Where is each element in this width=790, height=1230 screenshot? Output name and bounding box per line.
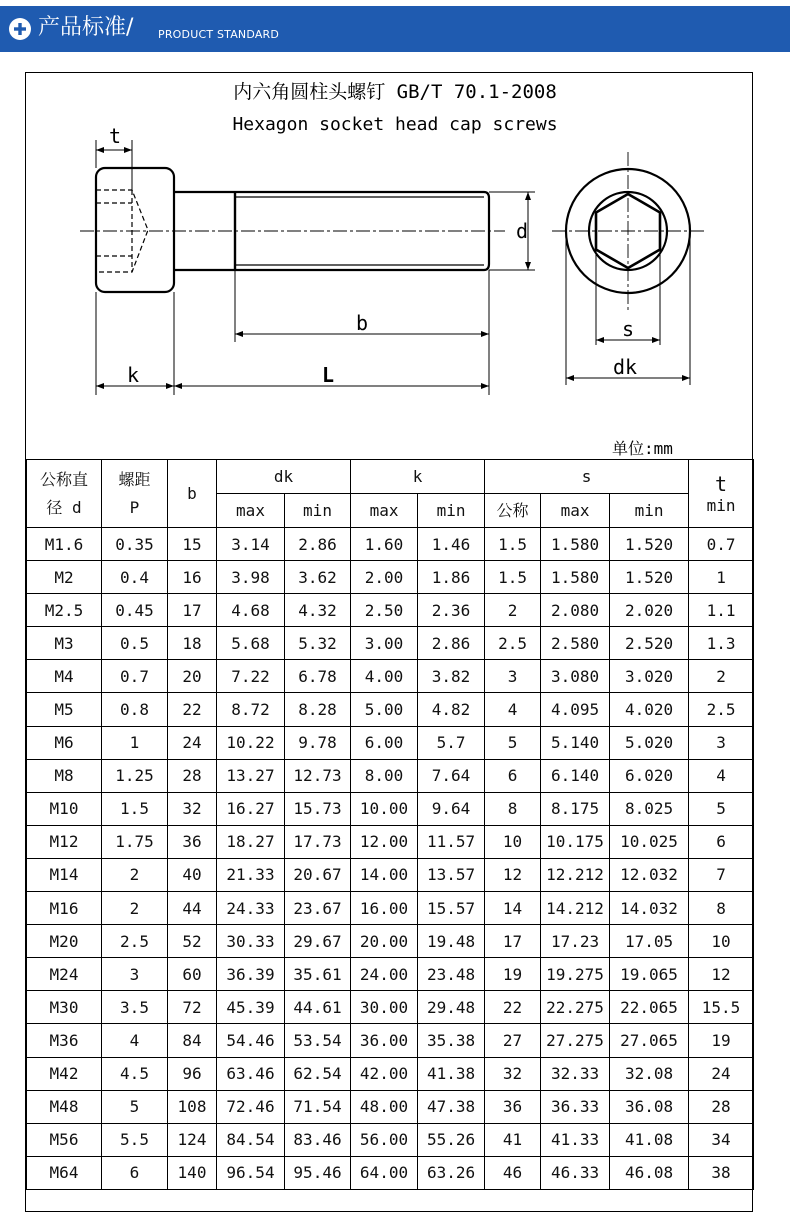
table-cell: 5.7 xyxy=(418,726,485,759)
table-cell: 14.00 xyxy=(351,858,418,891)
table-cell: 45.39 xyxy=(217,991,285,1024)
header-k: k xyxy=(351,460,485,494)
table-cell: 1.580 xyxy=(541,528,610,561)
table-cell: 5.68 xyxy=(217,627,285,660)
table-cell: 7.64 xyxy=(418,759,485,792)
table-row xyxy=(27,858,754,891)
table-cell: 83.46 xyxy=(285,1123,351,1156)
table-cell: 36.08 xyxy=(610,1090,689,1123)
drawing-title-cn: 内六角圆柱头螺钉 GB/T 70.1-2008 xyxy=(233,81,557,103)
table-cell: 4 xyxy=(102,1024,168,1057)
table-cell: 24.33 xyxy=(217,892,285,925)
table-cell: 10.175 xyxy=(541,825,610,858)
table-cell: 96.54 xyxy=(217,1156,285,1189)
table-cell: M2 xyxy=(27,561,102,594)
spec-table xyxy=(26,459,754,1190)
header-k-min: min xyxy=(418,494,485,528)
table-cell: 36.33 xyxy=(541,1090,610,1123)
header-nominal-diameter: 公称直 径 d xyxy=(27,460,102,528)
table-cell: 29.67 xyxy=(285,925,351,958)
table-cell: 4.82 xyxy=(418,693,485,726)
table-cell: M64 xyxy=(27,1156,102,1189)
table-cell: 19.065 xyxy=(610,958,689,991)
table-cell: 4.095 xyxy=(541,693,610,726)
table-cell: 124 xyxy=(168,1123,217,1156)
table-cell: 23.48 xyxy=(418,958,485,991)
table-cell: 2.36 xyxy=(418,594,485,627)
table-cell: 42.00 xyxy=(351,1057,418,1090)
table-cell: 1.75 xyxy=(102,825,168,858)
table-cell: M48 xyxy=(27,1090,102,1123)
table-cell: 27.275 xyxy=(541,1024,610,1057)
table-row xyxy=(27,825,754,858)
table-cell: 2 xyxy=(102,892,168,925)
table-cell: 2.080 xyxy=(541,594,610,627)
table-cell: 28 xyxy=(689,1090,754,1123)
table-cell: 7.22 xyxy=(217,660,285,693)
table-cell: 17.73 xyxy=(285,825,351,858)
table-cell: 1.86 xyxy=(418,561,485,594)
table-cell: 16.00 xyxy=(351,892,418,925)
table-cell: 27 xyxy=(485,1024,541,1057)
table-cell: 9.64 xyxy=(418,792,485,825)
table-cell: 3 xyxy=(102,958,168,991)
table-cell: 3.5 xyxy=(102,991,168,1024)
table-cell: 64.00 xyxy=(351,1156,418,1189)
header-s-max: max xyxy=(541,494,610,528)
table-cell: 11.57 xyxy=(418,825,485,858)
table-cell: 2.50 xyxy=(351,594,418,627)
table-cell: 2.020 xyxy=(610,594,689,627)
table-cell: 8.28 xyxy=(285,693,351,726)
table-row xyxy=(27,1024,754,1057)
table-cell: 12 xyxy=(485,858,541,891)
header-s-min: min xyxy=(610,494,689,528)
table-cell: M56 xyxy=(27,1123,102,1156)
table-cell: 46 xyxy=(485,1156,541,1189)
table-cell: 72.46 xyxy=(217,1090,285,1123)
table-row xyxy=(27,627,754,660)
table-cell: 6.140 xyxy=(541,759,610,792)
table-cell: 8 xyxy=(485,792,541,825)
table-cell: M42 xyxy=(27,1057,102,1090)
table-cell: 0.5 xyxy=(102,627,168,660)
table-cell: 24 xyxy=(689,1057,754,1090)
table-cell: 17.23 xyxy=(541,925,610,958)
table-cell: 19 xyxy=(485,958,541,991)
table-cell: 15.57 xyxy=(418,892,485,925)
table-cell: 41 xyxy=(485,1123,541,1156)
table-cell: 5 xyxy=(689,792,754,825)
table-cell: 62.54 xyxy=(285,1057,351,1090)
table-cell: 3.00 xyxy=(351,627,418,660)
table-cell: 22.275 xyxy=(541,991,610,1024)
table-cell: 1.60 xyxy=(351,528,418,561)
table-cell: 46.08 xyxy=(610,1156,689,1189)
table-cell: 60 xyxy=(168,958,217,991)
table-cell: 2.5 xyxy=(689,693,754,726)
table-cell: 41.08 xyxy=(610,1123,689,1156)
table-cell: 44 xyxy=(168,892,217,925)
table-cell: 5.5 xyxy=(102,1123,168,1156)
table-cell: 14.032 xyxy=(610,892,689,925)
table-cell: 63.46 xyxy=(217,1057,285,1090)
table-cell: 47.38 xyxy=(418,1090,485,1123)
banner-title-en: PRODUCT STANDARD xyxy=(158,28,280,41)
header-b: b xyxy=(168,460,217,528)
table-cell: 4 xyxy=(485,693,541,726)
table-cell: 3 xyxy=(485,660,541,693)
table-cell: 4.00 xyxy=(351,660,418,693)
table-cell: 2.580 xyxy=(541,627,610,660)
header-s: s xyxy=(485,460,689,494)
table-cell: M12 xyxy=(27,825,102,858)
table-cell: 19.48 xyxy=(418,925,485,958)
table-cell: 8.72 xyxy=(217,693,285,726)
header-t: t min xyxy=(689,460,754,528)
table-cell: 84.54 xyxy=(217,1123,285,1156)
label-t: t xyxy=(109,124,122,148)
table-cell: 46.33 xyxy=(541,1156,610,1189)
table-cell: 3.020 xyxy=(610,660,689,693)
table-cell: 1 xyxy=(689,561,754,594)
table-cell: 24 xyxy=(168,726,217,759)
table-cell: 41.38 xyxy=(418,1057,485,1090)
table-cell: 6 xyxy=(689,825,754,858)
table-cell: 20 xyxy=(168,660,217,693)
table-cell: 14.212 xyxy=(541,892,610,925)
table-cell: 6 xyxy=(102,1156,168,1189)
table-cell: 1.5 xyxy=(485,561,541,594)
table-cell: 3.62 xyxy=(285,561,351,594)
table-cell: 22.065 xyxy=(610,991,689,1024)
table-row xyxy=(27,1090,754,1123)
header-pitch: 螺距 P xyxy=(102,460,168,528)
table-cell: 3.82 xyxy=(418,660,485,693)
table-cell: M14 xyxy=(27,858,102,891)
table-cell: 3 xyxy=(689,726,754,759)
table-cell: 3.98 xyxy=(217,561,285,594)
table-cell: 12.00 xyxy=(351,825,418,858)
screw-head xyxy=(96,168,174,292)
table-cell: 1.25 xyxy=(102,759,168,792)
table-row xyxy=(27,594,754,627)
table-cell: 22 xyxy=(168,693,217,726)
banner-title-cn: 产品标准/ xyxy=(38,15,134,40)
table-cell: 1.46 xyxy=(418,528,485,561)
table-cell: 18 xyxy=(168,627,217,660)
label-k: k xyxy=(127,363,140,387)
table-cell: M5 xyxy=(27,693,102,726)
table-cell: 48.00 xyxy=(351,1090,418,1123)
table-row xyxy=(27,528,754,561)
table-cell: 30.33 xyxy=(217,925,285,958)
table-row xyxy=(27,892,754,925)
table-cell: 13.57 xyxy=(418,858,485,891)
table-cell: 21.33 xyxy=(217,858,285,891)
table-cell: 1.580 xyxy=(541,561,610,594)
table-cell: 8 xyxy=(689,892,754,925)
table-cell: 18.27 xyxy=(217,825,285,858)
header-dk: dk xyxy=(217,460,351,494)
table-cell: 0.7 xyxy=(102,660,168,693)
table-cell: 44.61 xyxy=(285,991,351,1024)
table-cell: 22 xyxy=(485,991,541,1024)
table-cell: 2 xyxy=(102,858,168,891)
table-row xyxy=(27,1156,754,1189)
table-row xyxy=(27,958,754,991)
table-cell: 52 xyxy=(168,925,217,958)
table-cell: 8.175 xyxy=(541,792,610,825)
table-cell: 17 xyxy=(485,925,541,958)
drawing-title-en: Hexagon socket head cap screws xyxy=(232,114,558,135)
table-cell: 36 xyxy=(485,1090,541,1123)
table-row xyxy=(27,1057,754,1090)
table-cell: 29.48 xyxy=(418,991,485,1024)
table-cell: 5.140 xyxy=(541,726,610,759)
table-row xyxy=(27,792,754,825)
table-row xyxy=(27,726,754,759)
table-cell: 10.22 xyxy=(217,726,285,759)
table-cell: 1.3 xyxy=(689,627,754,660)
table-cell: 12.73 xyxy=(285,759,351,792)
table-cell: 12.032 xyxy=(610,858,689,891)
table-cell: 2.00 xyxy=(351,561,418,594)
unit-label: 单位:mm xyxy=(612,439,673,458)
table-cell: 40 xyxy=(168,858,217,891)
table-cell: 6.020 xyxy=(610,759,689,792)
table-cell: 15.73 xyxy=(285,792,351,825)
table-cell: 96 xyxy=(168,1057,217,1090)
table-cell: 0.35 xyxy=(102,528,168,561)
table-cell: 5 xyxy=(485,726,541,759)
table-cell: 2.86 xyxy=(418,627,485,660)
table-cell: 23.67 xyxy=(285,892,351,925)
table-cell: 10.00 xyxy=(351,792,418,825)
table-cell: 0.8 xyxy=(102,693,168,726)
table-cell: 38 xyxy=(689,1156,754,1189)
table-cell: 2 xyxy=(689,660,754,693)
label-L: L xyxy=(322,363,335,387)
table-cell: 20.67 xyxy=(285,858,351,891)
table-cell: 24.00 xyxy=(351,958,418,991)
header-s-nominal: 公称 xyxy=(485,494,541,528)
table-cell: 54.46 xyxy=(217,1024,285,1057)
table-cell: 3.080 xyxy=(541,660,610,693)
table-cell: 17 xyxy=(168,594,217,627)
table-cell: 35.61 xyxy=(285,958,351,991)
table-cell: 4.68 xyxy=(217,594,285,627)
table-cell: M16 xyxy=(27,892,102,925)
label-dk: dk xyxy=(613,355,638,379)
table-cell: 108 xyxy=(168,1090,217,1123)
table-cell: 2.86 xyxy=(285,528,351,561)
table-cell: 55.26 xyxy=(418,1123,485,1156)
table-cell: 63.26 xyxy=(418,1156,485,1189)
header-dk-min: min xyxy=(285,494,351,528)
table-cell: 17.05 xyxy=(610,925,689,958)
label-s: s xyxy=(622,317,635,341)
table-cell: 4 xyxy=(689,759,754,792)
screw-drawing xyxy=(0,0,790,460)
table-cell: 5.020 xyxy=(610,726,689,759)
table-cell: 56.00 xyxy=(351,1123,418,1156)
table-cell: 1.5 xyxy=(102,792,168,825)
table-cell: 36.39 xyxy=(217,958,285,991)
table-row xyxy=(27,925,754,958)
table-cell: 12.212 xyxy=(541,858,610,891)
table-cell: 36.00 xyxy=(351,1024,418,1057)
table-cell: 19.275 xyxy=(541,958,610,991)
table-cell: 8.025 xyxy=(610,792,689,825)
table-cell: 32.08 xyxy=(610,1057,689,1090)
table-cell: 1.520 xyxy=(610,561,689,594)
table-cell: 2.520 xyxy=(610,627,689,660)
table-row xyxy=(27,991,754,1024)
label-b: b xyxy=(356,311,369,335)
table-cell: 2.5 xyxy=(485,627,541,660)
table-cell: 71.54 xyxy=(285,1090,351,1123)
table-cell: 35.38 xyxy=(418,1024,485,1057)
table-cell: 53.54 xyxy=(285,1024,351,1057)
table-cell: 1.5 xyxy=(485,528,541,561)
table-cell: 16 xyxy=(168,561,217,594)
table-cell: 7 xyxy=(689,858,754,891)
table-cell: 41.33 xyxy=(541,1123,610,1156)
table-row xyxy=(27,660,754,693)
table-cell: 5.00 xyxy=(351,693,418,726)
table-cell: 20.00 xyxy=(351,925,418,958)
table-cell: 0.45 xyxy=(102,594,168,627)
table-row xyxy=(27,561,754,594)
table-cell: 10.025 xyxy=(610,825,689,858)
table-cell: 8.00 xyxy=(351,759,418,792)
table-cell: 12 xyxy=(689,958,754,991)
table-cell: M4 xyxy=(27,660,102,693)
table-cell: 15.5 xyxy=(689,991,754,1024)
table-cell: M2.5 xyxy=(27,594,102,627)
table-cell: 1.520 xyxy=(610,528,689,561)
table-cell: 4.020 xyxy=(610,693,689,726)
table-cell: 28 xyxy=(168,759,217,792)
table-cell: 1.1 xyxy=(689,594,754,627)
table-cell: 140 xyxy=(168,1156,217,1189)
table-cell: M20 xyxy=(27,925,102,958)
table-cell: M1.6 xyxy=(27,528,102,561)
table-cell: 36 xyxy=(168,825,217,858)
table-cell: 13.27 xyxy=(217,759,285,792)
table-cell: 9.78 xyxy=(285,726,351,759)
table-row xyxy=(27,1123,754,1156)
table-cell: 16.27 xyxy=(217,792,285,825)
table-cell: 5.32 xyxy=(285,627,351,660)
table-cell: 4.5 xyxy=(102,1057,168,1090)
table-cell: 34 xyxy=(689,1123,754,1156)
table-cell: M24 xyxy=(27,958,102,991)
table-cell: 6 xyxy=(485,759,541,792)
table-cell: 95.46 xyxy=(285,1156,351,1189)
table-cell: 1 xyxy=(102,726,168,759)
table-cell: M8 xyxy=(27,759,102,792)
header-k-max: max xyxy=(351,494,418,528)
table-cell: 14 xyxy=(485,892,541,925)
table-cell: 0.4 xyxy=(102,561,168,594)
table-row xyxy=(27,693,754,726)
table-cell: M10 xyxy=(27,792,102,825)
table-cell: M3 xyxy=(27,627,102,660)
table-cell: 32.33 xyxy=(541,1057,610,1090)
table-cell: 4.32 xyxy=(285,594,351,627)
table-cell: 0.7 xyxy=(689,528,754,561)
table-cell: 32 xyxy=(168,792,217,825)
table-cell: 32 xyxy=(485,1057,541,1090)
table-cell: 6.78 xyxy=(285,660,351,693)
table-cell: M6 xyxy=(27,726,102,759)
table-cell: 10 xyxy=(689,925,754,958)
table-cell: M36 xyxy=(27,1024,102,1057)
table-cell: 6.00 xyxy=(351,726,418,759)
table-cell: 30.00 xyxy=(351,991,418,1024)
table-cell: 15 xyxy=(168,528,217,561)
table-cell: M30 xyxy=(27,991,102,1024)
table-cell: 19 xyxy=(689,1024,754,1057)
label-d: d xyxy=(516,219,529,243)
table-cell: 2 xyxy=(485,594,541,627)
table-row xyxy=(27,759,754,792)
table-cell: 27.065 xyxy=(610,1024,689,1057)
table-cell: 10 xyxy=(485,825,541,858)
table-cell: 5 xyxy=(102,1090,168,1123)
table-cell: 72 xyxy=(168,991,217,1024)
table-cell: 84 xyxy=(168,1024,217,1057)
table-cell: 2.5 xyxy=(102,925,168,958)
table-cell: 3.14 xyxy=(217,528,285,561)
header-dk-max: max xyxy=(217,494,285,528)
